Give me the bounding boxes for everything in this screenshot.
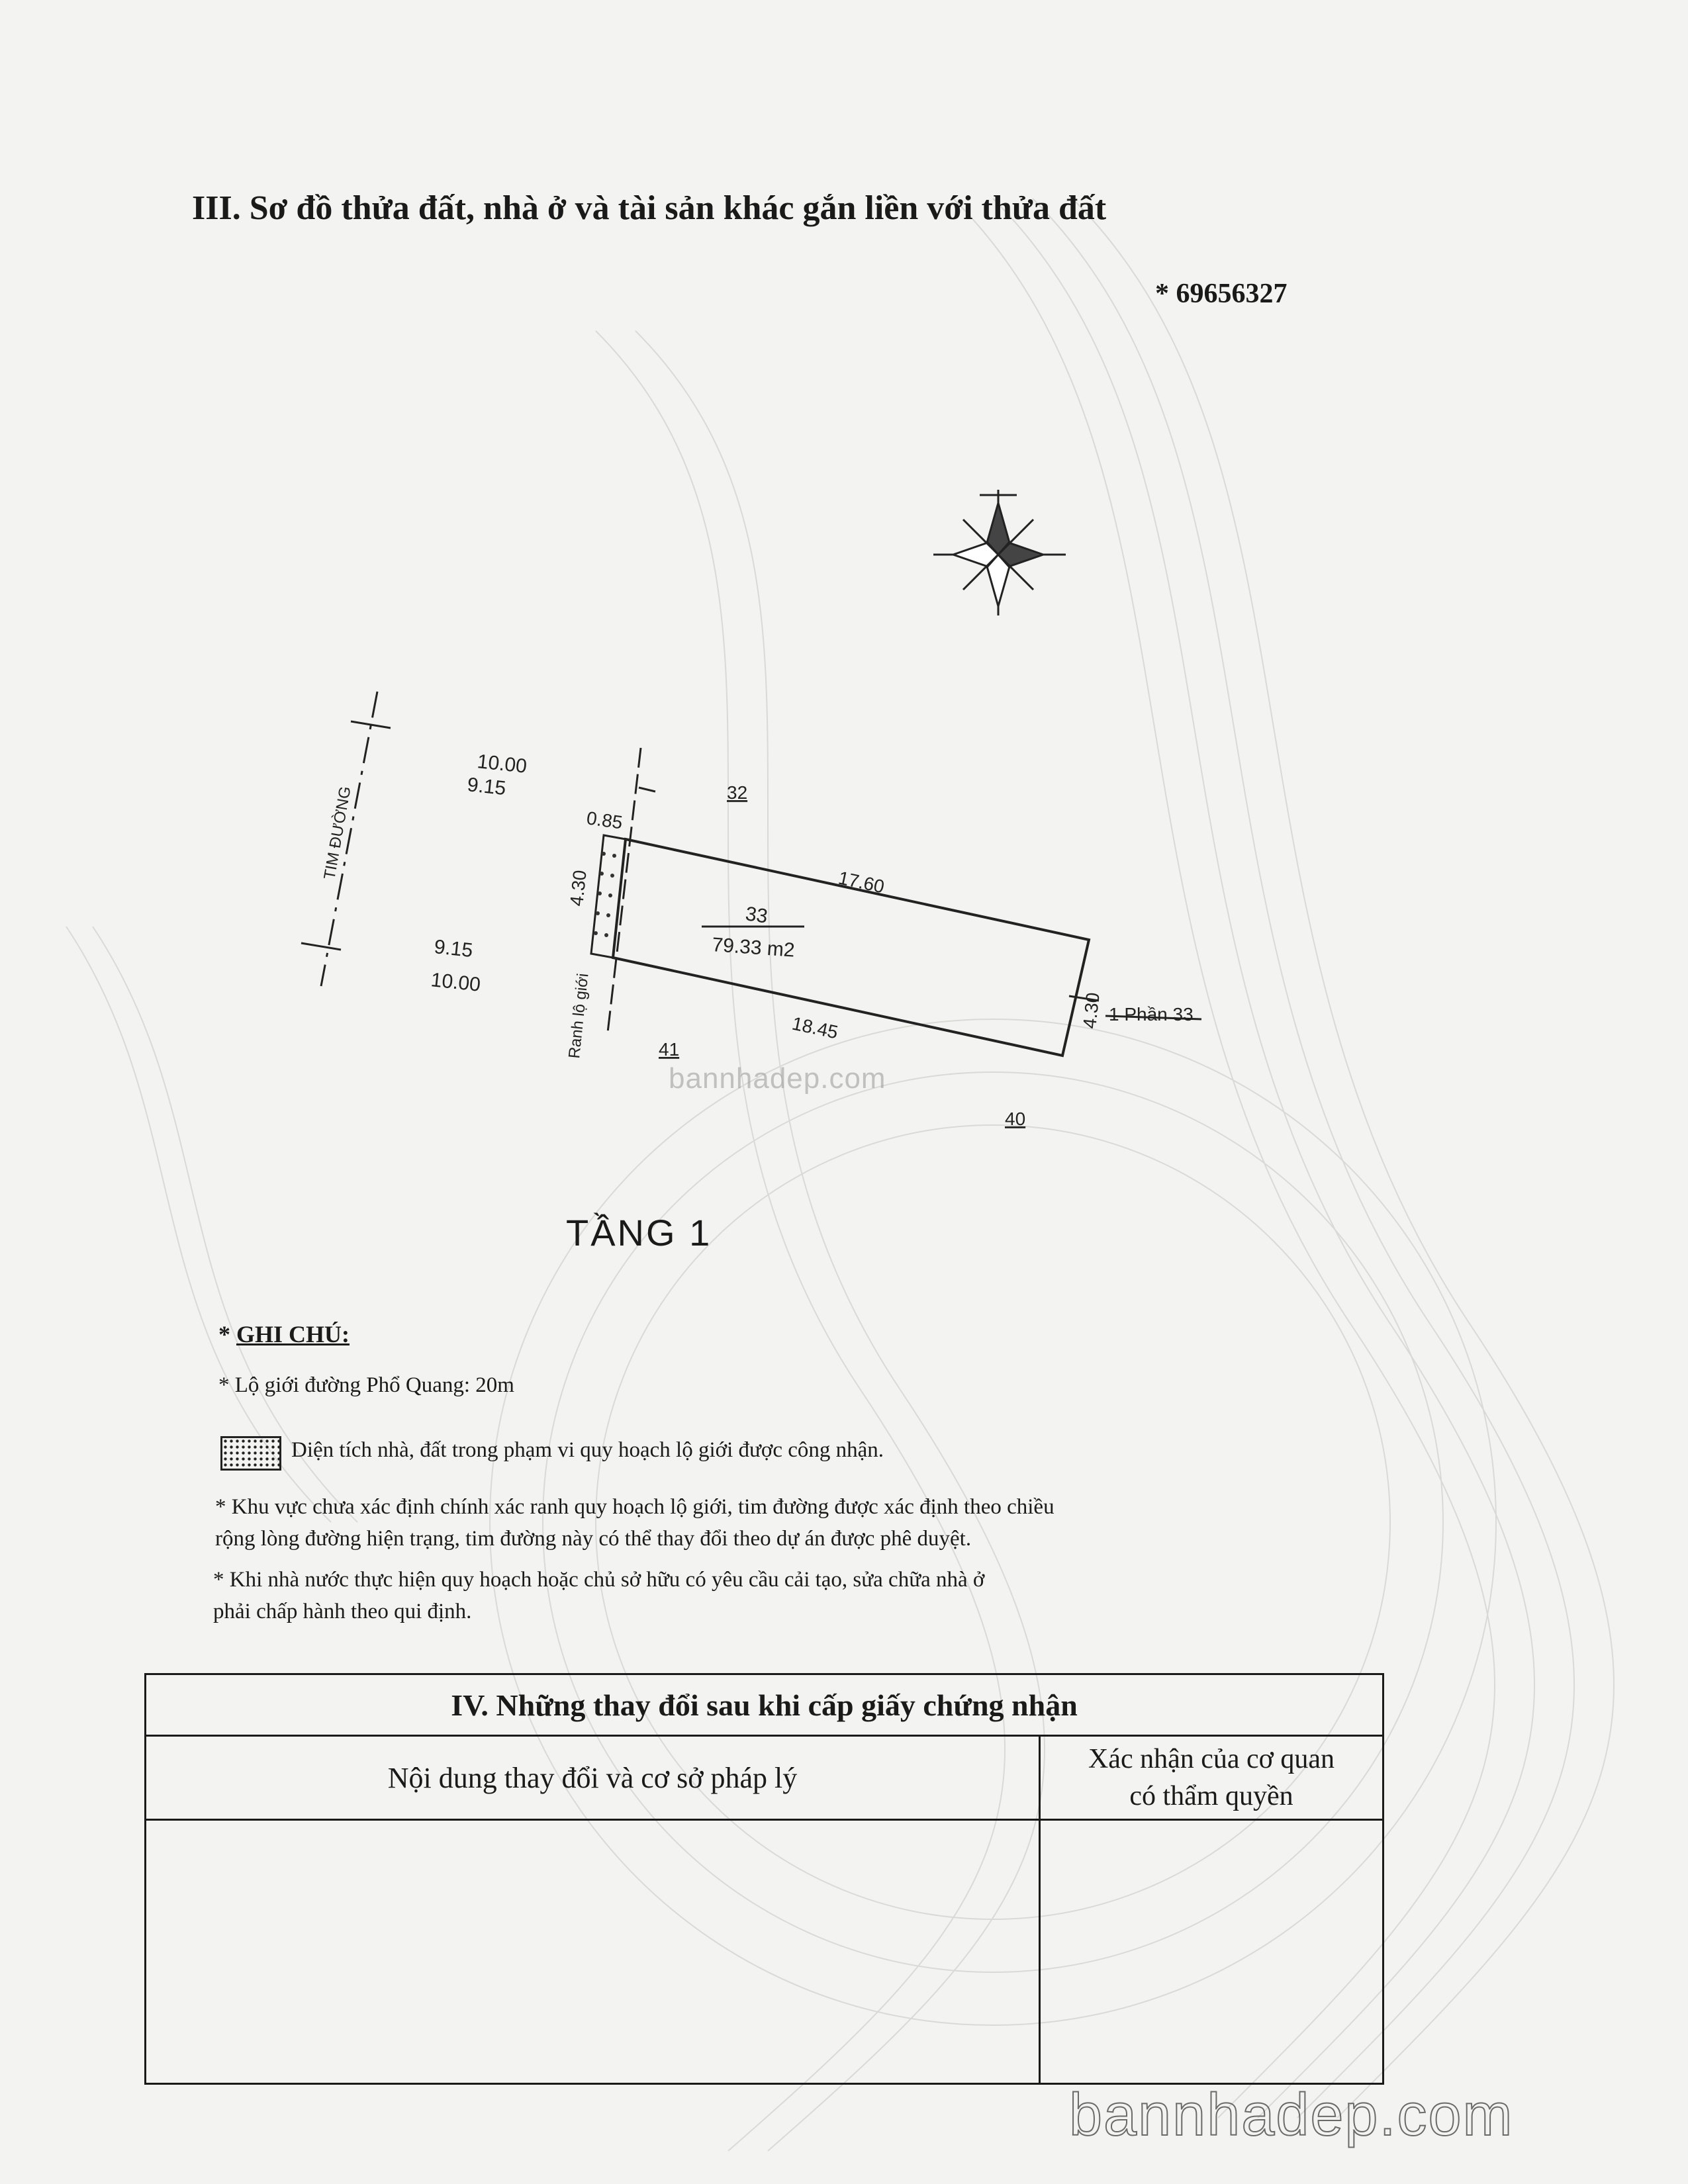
changes-table (144, 1673, 1384, 2085)
note-2-line-1: * Khi nhà nước thực hiện quy hoạch hoặc chủ sở hữu có yêu cầu cải tạo, sửa chữa nhà ở (213, 1568, 985, 1592)
section-3-title: III. Sơ đồ thửa đất, nhà ở và tài sản khác gắn liền với thửa đất (192, 189, 1107, 227)
note-2-line-2: phải chấp hành theo qui định. (213, 1600, 472, 1623)
notes-heading-text: GHI CHÚ: (236, 1321, 350, 1347)
note-1-line-2: rộng lòng đường hiện trạng, tim đường này có thể thay đổi theo dự án được phê duyệt. (215, 1527, 972, 1551)
dim-back: 4.30 (1079, 991, 1103, 1030)
dim-bottom-inner: 9.15 (433, 936, 474, 962)
dim-bottom-outer: 10.00 (430, 969, 482, 996)
floor-label: TẦNG 1 (566, 1212, 712, 1253)
table-header-row (146, 1737, 1382, 1821)
notes-heading-prefix: * (218, 1321, 236, 1347)
note-legend: Diện tích nhà, đất trong phạm vi quy hoạch lộ giới được công nhận. (291, 1438, 884, 1462)
notes-heading (218, 1320, 350, 1348)
note-1-line-1: * Khu vực chưa xác định chính xác ranh quy hoạch lộ giới, tim đường được xác định theo chiều (215, 1495, 1055, 1519)
header-authority-line-2: có thẩm quyền (1129, 1781, 1293, 1811)
neighbor-32: 32 (727, 782, 748, 803)
watermark-bottom: bannhadep.com (1069, 2082, 1514, 2148)
parcel-number: 33 (744, 903, 769, 928)
table-body-content-cell (146, 1821, 1041, 2083)
header-authority-line-1: Xác nhận của cơ quan (1088, 1744, 1335, 1774)
dim-top-outer: 10.00 (476, 751, 528, 778)
parcel-area: 79.33 m2 (711, 934, 796, 962)
dim-top-side: 17.60 (836, 867, 886, 897)
note-road-width: * Lộ giới đường Phổ Quang: 20m (218, 1373, 514, 1397)
dim-setback: 0.85 (585, 807, 624, 833)
compass-rose-icon (933, 490, 1066, 615)
legend-dotted-swatch (220, 1436, 281, 1471)
dim-bottom-side: 18.45 (790, 1013, 840, 1043)
dim-top-inner: 9.15 (466, 774, 507, 800)
header-change-content: Nội dung thay đổi và cơ sở pháp lý (146, 1737, 1041, 1819)
certificate-serial-number: * 69656327 (1155, 279, 1288, 309)
watermark-middle: bannhadep.com (669, 1062, 886, 1095)
header-authority-confirmation (1041, 1737, 1382, 1819)
section-4-title: IV. Những thay đổi sau khi cấp giấy chứng nhận (146, 1675, 1382, 1737)
neighbor-40: 40 (1005, 1109, 1026, 1129)
neighbor-part-33: 1 Phần 33 (1109, 1004, 1194, 1024)
dim-front: 4.30 (566, 869, 590, 907)
neighbor-41: 41 (659, 1039, 680, 1060)
road-center-label: TIM ĐƯỜNG (320, 785, 355, 882)
road-boundary-label: Ranh lộ giới (565, 972, 592, 1060)
